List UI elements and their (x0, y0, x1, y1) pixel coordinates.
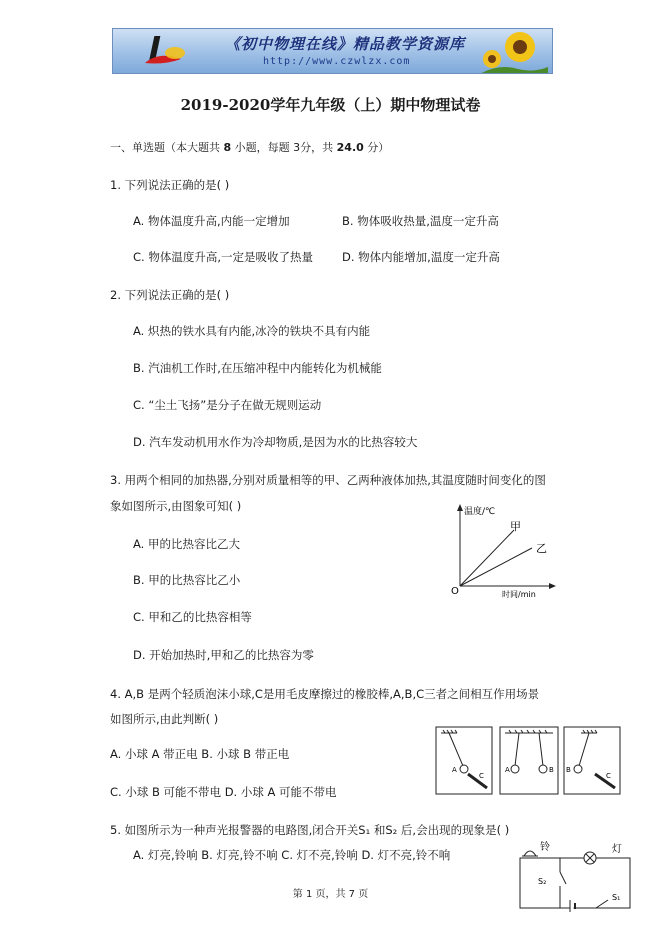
site-logo-icon (135, 33, 191, 71)
panel-2 (500, 727, 558, 794)
lamp-label: 灯 (612, 844, 622, 855)
question-3-stem-line1: 3. 用两个相同的加热器,分别对质量相等的甲、乙两种液体加热,其温度随时间变化的图 (110, 473, 546, 487)
graph-ylabel: 温度/℃ (464, 507, 496, 517)
graph-line2-label: 乙 (536, 542, 547, 555)
section-count: 8 (223, 141, 232, 154)
question-1-option-d: D. 物体内能增加,温度一定升高 (342, 250, 500, 264)
panel1-rod-label: C (479, 772, 484, 780)
question-5-stem: 5. 如图所示为一种声光报警器的电路图,闭合开关S₁ 和S₂ 后,会出现的现象是( ) (110, 823, 510, 837)
panel3-rod-label: C (606, 772, 611, 780)
switch-s1-icon (596, 900, 608, 908)
graph-xlabel: 时间/min (502, 590, 536, 599)
switch-s2-label: S₂ (538, 877, 547, 886)
panel2-ball-a-label: A (505, 766, 510, 774)
question-1-stem: 1. 下列说法正确的是( ) (110, 178, 230, 192)
question-2-option-a: A. 炽热的铁水具有内能,冰冷的铁块不具有内能 (133, 324, 371, 338)
site-title: 《初中物理在线》精品教学资源库 (225, 35, 466, 53)
question-3-option-b: B. 甲的比热容比乙小 (133, 573, 241, 587)
question-1-option-a: A. 物体温度升高,内能一定增加 (133, 214, 290, 228)
graph-line1-label: 甲 (510, 520, 521, 533)
section-total: 24.0 (336, 141, 364, 154)
section-label: 一、单选题（本大题共 (110, 141, 220, 154)
site-url: http://www.czwlzx.com (263, 56, 411, 67)
section-end: 分） (367, 141, 390, 154)
question-3-option-c: C. 甲和乙的比热容相等 (133, 610, 252, 624)
panel2-ball-b-label: B (549, 766, 554, 774)
switch-s2-icon (560, 872, 566, 884)
panel1-ball-label: A (452, 766, 457, 774)
question-1-option-b: B. 物体吸收热量,温度一定升高 (342, 214, 499, 228)
question-2-option-c: C. “尘土飞扬”是分子在做无规则运动 (133, 398, 322, 412)
graph-origin: O (451, 586, 459, 597)
temperature-time-graph (446, 500, 556, 600)
switch-s1-label: S₁ (612, 893, 621, 902)
question-5-options: A. 灯亮,铃响 B. 灯亮,铃不响 C. 灯不亮,铃响 D. 灯不亮,铃不响 (133, 848, 451, 862)
line-jia (460, 530, 514, 586)
question-2-stem: 2. 下列说法正确的是( ) (110, 288, 230, 302)
question-4-stem-line1: 4. A,B 是两个轻质泡沫小球,C是用毛皮摩擦过的橡胶棒,A,B,C三者之间相互作用场景 (110, 687, 540, 701)
question-3-option-d: D. 开始加热时,甲和乙的比热容为零 (133, 648, 314, 662)
panel-3 (564, 727, 620, 794)
panel3-ball-label: B (566, 766, 571, 774)
line-yi (460, 548, 532, 586)
question-4-stem-line2: 如图所示,由此判断( ) (110, 712, 219, 726)
question-4-option-cd: C. 小球 B 可能不带电 D. 小球 A 可能不带电 (110, 785, 337, 799)
alarm-circuit-figure (512, 838, 638, 912)
question-3-option-a: A. 甲的比热容比乙大 (133, 537, 240, 551)
panel-1 (436, 727, 492, 794)
question-2-option-b: B. 汽油机工作时,在压缩冲程中内能转化为机械能 (133, 361, 382, 375)
page-footer: 第 1 页，共 7 页 (292, 889, 369, 900)
question-1-option-c: C. 物体温度升高,一定是吸收了热量 (133, 250, 313, 264)
question-4-option-ab: A. 小球 A 带正电 B. 小球 B 带正电 (110, 747, 290, 761)
page-title: 2019-2020学年九年级（上）期中物理试卷 (180, 96, 481, 114)
charged-balls-figure (435, 726, 622, 796)
bell-label: 铃 (540, 842, 550, 853)
section-header (110, 139, 389, 155)
header-banner (112, 28, 553, 74)
question-3-stem-line2: 象如图所示,由图象可知( ) (110, 499, 242, 513)
sunflower-icon (478, 29, 548, 74)
question-2-option-d: D. 汽车发动机用水作为冷却物质,是因为水的比热容较大 (133, 435, 418, 449)
bell-icon (524, 851, 536, 856)
section-mid: 小题，每题 3分，共 (234, 141, 334, 154)
